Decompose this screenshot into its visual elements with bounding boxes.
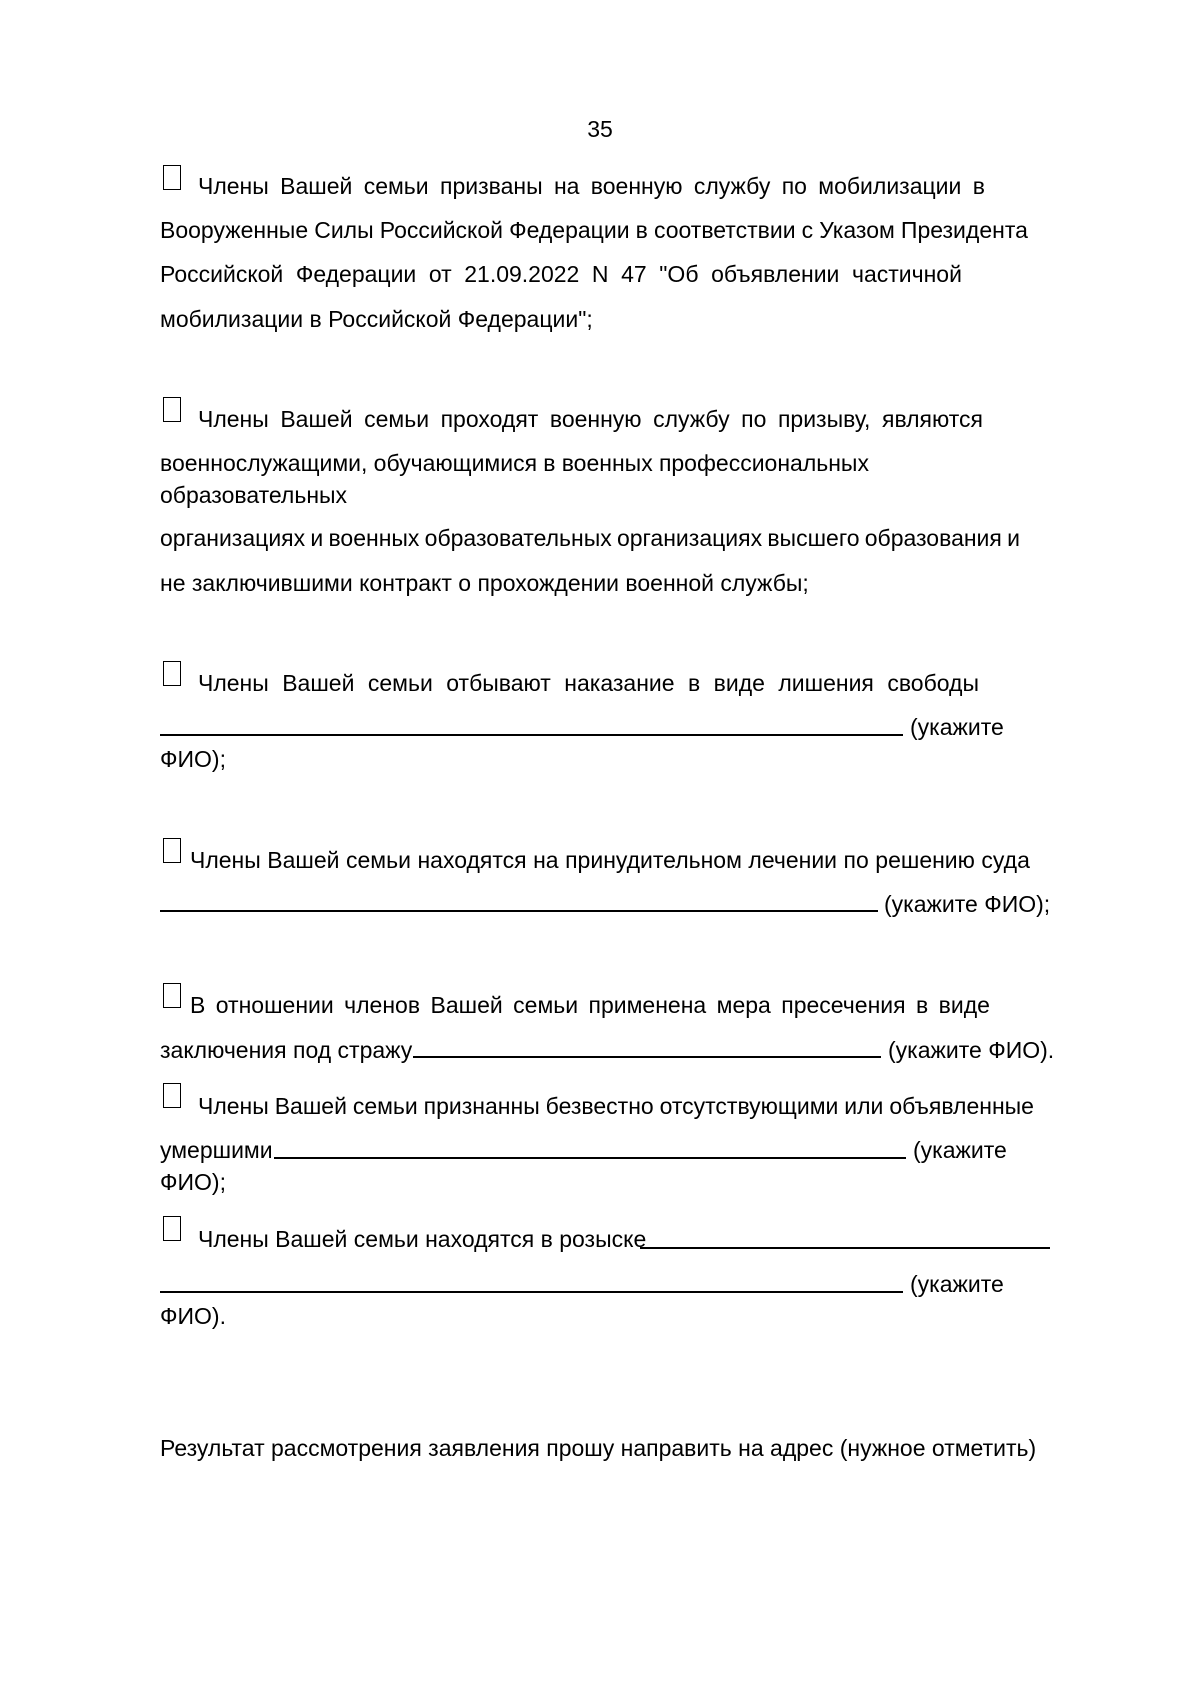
item-wanted-hint: (укажите <box>910 1271 1004 1297</box>
item-custody-line-2: заключения под стражу <box>160 1037 413 1063</box>
item-missing-line-2: умершими <box>160 1137 273 1163</box>
fio-field-custody[interactable] <box>413 1056 881 1058</box>
checkbox-custody[interactable] <box>163 983 181 1008</box>
item-conscripts-line-5: не заключившими контракт о прохождении военной службы; <box>160 570 809 596</box>
item-missing-hint: (укажите <box>913 1137 1007 1163</box>
item-custody-line-1: В отношении членов Вашей семьи применена мера пресечения в виде <box>190 992 990 1018</box>
item-imprisoned-hint: (укажите <box>910 714 1004 740</box>
checkbox-conscripts[interactable] <box>163 397 181 422</box>
checkbox-mobilized[interactable] <box>163 165 181 190</box>
item-treatment-line-1: Члены Вашей семьи находятся на принудительном лечении по решению суда <box>190 847 1030 873</box>
item-imprisoned-fio: ФИО); <box>160 746 226 772</box>
item-conscripts-line-1: Члены Вашей семьи проходят военную службу по призыву, являются <box>198 406 983 432</box>
item-mobilized-line-1: Члены Вашей семьи призваны на военную службу по мобилизации в <box>198 173 985 199</box>
fio-field-treatment[interactable] <box>160 910 878 912</box>
item-missing-fio: ФИО); <box>160 1169 226 1195</box>
item-mobilized-line-3: Российской Федерации от 21.09.2022 N 47 "Об объявлении частичной <box>160 261 962 287</box>
item-imprisoned-line-1: Члены Вашей семьи отбывают наказание в виде лишения свободы <box>198 670 979 696</box>
item-conscripts-line-2: военнослужащими, обучающимися в военных профессиональных <box>160 450 869 476</box>
checkbox-wanted[interactable] <box>163 1216 181 1241</box>
fio-field-missing[interactable] <box>274 1157 906 1159</box>
fio-field-imprisoned[interactable] <box>160 734 903 736</box>
closing-text: Результат рассмотрения заявления прошу направить на адрес (нужное отметить) <box>160 1435 1037 1461</box>
item-wanted-line-1: Члены Вашей семьи находятся в розыске <box>198 1226 647 1252</box>
fio-field-wanted-2[interactable] <box>160 1291 903 1293</box>
item-missing-line-1: Члены Вашей семьи признанны безвестно отсутствующими или объявленные <box>198 1093 1034 1119</box>
checkbox-imprisoned[interactable] <box>163 661 181 686</box>
item-treatment-hint: (укажите ФИО); <box>884 891 1051 917</box>
checkbox-missing-or-deceased[interactable] <box>163 1083 181 1108</box>
checkbox-compulsory-treatment[interactable] <box>163 838 181 863</box>
item-conscripts-line-4: организациях и военных образовательных организациях высшего образования и <box>160 525 1020 551</box>
item-conscripts-line-3: образовательных <box>160 482 348 508</box>
item-mobilized-line-4: мобилизации в Российской Федерации"; <box>160 306 593 332</box>
page-number: 35 <box>587 116 613 142</box>
item-custody-hint: (укажите ФИО). <box>888 1037 1055 1063</box>
item-wanted-fio: ФИО). <box>160 1303 226 1329</box>
item-mobilized-line-2: Вооруженные Силы Российской Федерации в соответствии с Указом Президента <box>160 217 1028 243</box>
fio-field-wanted-1[interactable] <box>640 1247 1050 1249</box>
